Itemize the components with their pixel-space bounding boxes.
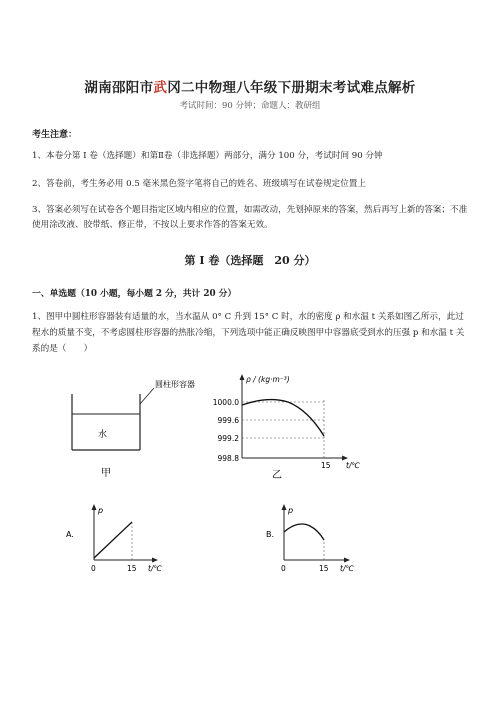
y-tick-9996: 999.6 (217, 416, 239, 425)
density-curve (242, 400, 324, 436)
figure-yi (206, 372, 366, 492)
caption-jia: 甲 (101, 468, 111, 479)
option-b-graph (264, 500, 384, 580)
option-b-x-arrow (344, 558, 350, 563)
option-a-y-arrow (92, 504, 97, 510)
x-axis-arrow (342, 456, 348, 461)
option-b-curve (284, 524, 324, 540)
y-axis-arrow (240, 374, 245, 380)
option-a-x-arrow (152, 558, 158, 563)
option-a-line (94, 522, 132, 558)
figure-jia (60, 372, 200, 492)
option-a-x-tick-0: 0 (91, 564, 96, 573)
caption-yi: 乙 (272, 470, 282, 481)
option-b-x-tick-0: 0 (281, 564, 286, 573)
question-1-text: 1、图甲中圆柱形容器装有适量的水，当水温从 0° C 升到 15° C 时，水的密度 ρ 和水温 t 关系如图乙所示，此过程水的质量不变，不考虑圆柱形容器的热胀冷缩，下列选项中能正确反映图甲中容器底受到水的压强 p 和水温 t 关系的是（ ） (32, 312, 465, 354)
label-pointer (140, 388, 154, 404)
option-a-graph (64, 500, 184, 580)
notice-item-3: 3、答案必须写在试卷各个题目指定区域内相应的位置，如需改动，先划掉原来的答案，然后再写上新的答案；不准使用涂改液、胶带纸、修正带，不按以上要求作答的答案无效。 (32, 205, 468, 230)
mc-heading: 一、单选题（10 小题，每小题 2 分，共计 20 分） (32, 289, 237, 299)
option-a-xlabel: t/℃ (148, 564, 162, 573)
option-b-ylabel: p (288, 506, 294, 515)
y-axis-label: ρ / (kg·m⁻³) (246, 375, 290, 384)
notice-item-2: 2、答卷前，考生务必用 0.5 毫米黑色签字笔将自己的姓名、班级填写在试卷规定位置上 (32, 179, 366, 189)
option-b-label: B. (266, 530, 275, 539)
option-a-ylabel: p (98, 506, 104, 515)
notice-heading: 考生注意： (32, 130, 78, 140)
notice-item-1: 1、本卷分第 I 卷（选择题）和第Ⅱ卷（非选择题）两部分，满分 100 分，考试时间 90 分钟 (32, 151, 383, 161)
option-b-x-tick-15: 15 (319, 564, 329, 573)
x-axis-label: t/℃ (346, 461, 360, 470)
option-b-y-arrow (282, 504, 287, 510)
option-a-label: A. (66, 530, 74, 539)
option-a-x-tick-15: 15 (127, 564, 137, 573)
y-tick-9992: 999.2 (217, 434, 239, 443)
option-b-xlabel: t/℃ (340, 564, 354, 573)
x-tick-15: 15 (321, 461, 331, 470)
page-title: 湖南邵阳市武冈二中物理八年级下册期末考试难点解析 (84, 80, 416, 96)
section-title: 第 I 卷（选择题 20 分） (184, 254, 316, 267)
y-tick-1000: 1000.0 (212, 398, 239, 407)
exam-subtitle: 考试时间：90 分钟；命题人：教研组 (179, 101, 321, 111)
water-label: 水 (98, 430, 108, 440)
y-tick-9988: 998.8 (217, 454, 239, 463)
container-label: 圆柱形容器 (155, 380, 195, 389)
